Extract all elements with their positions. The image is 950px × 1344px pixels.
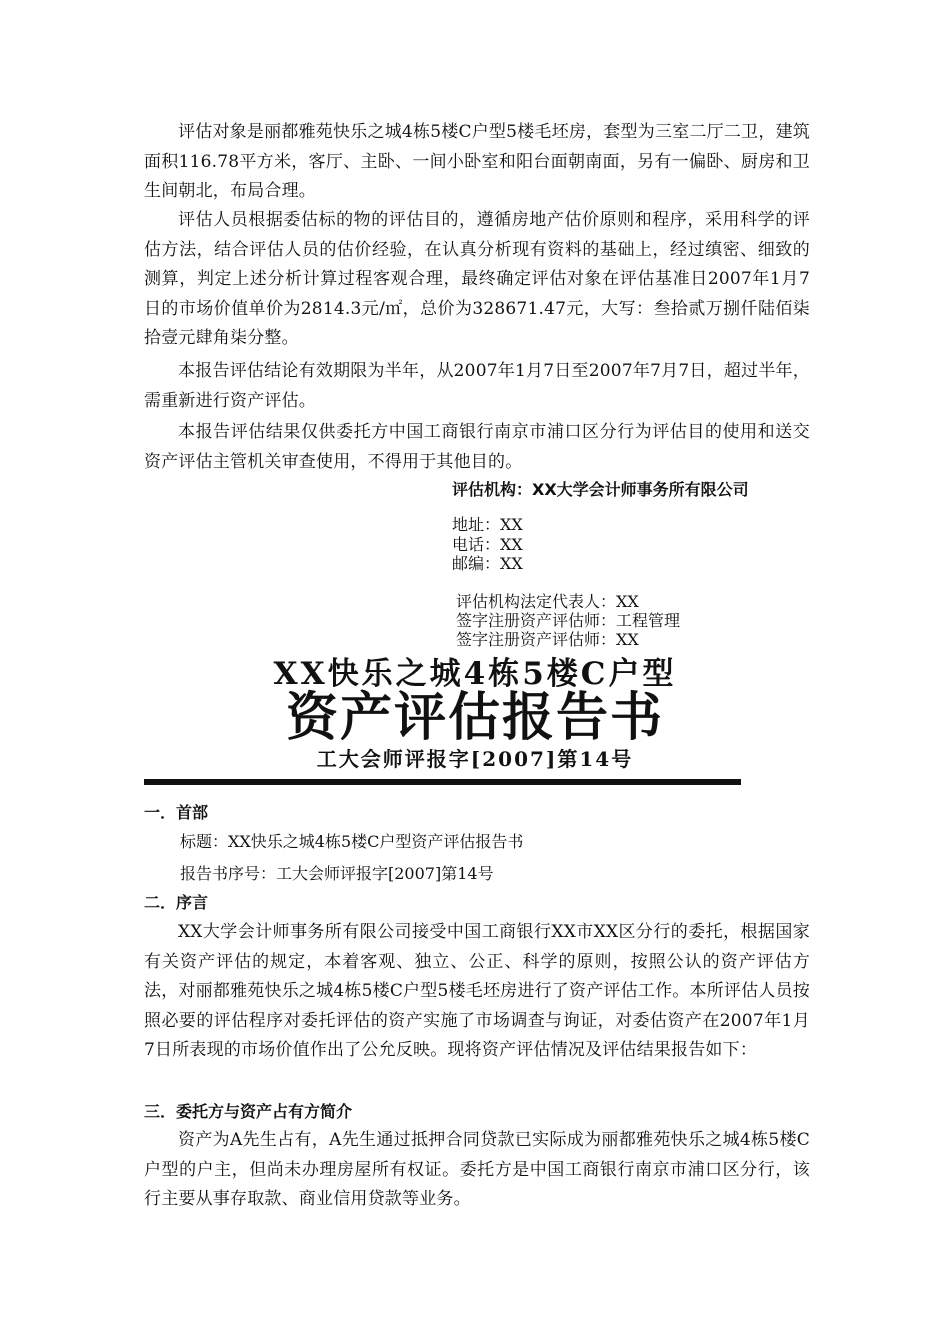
intro-paragraph-2: 评估人员根据委估标的物的评估目的，遵循房地产估价原则和程序，采用科学的评估方法，结合评估人员的估价经验，在认真分析现有资料的基础上，经过缜密、细致的测算，判定上述分析计算过程客观合理，最终确定评估对象在评估基准日2007年1月7日的市场价值单价为2814.3元/㎡，总价为328671.47元，大写：叁拾贰万捌仟陆佰柒拾壹元肆角柒分整。 [144,210,810,348]
appraisal-organization: 评估机构：XX大学会计师事务所有限公司 [452,480,749,499]
title-divider [144,779,741,785]
signing-appraiser-1: 签字注册资产评估师：工程管理 [456,611,681,630]
signers-block [456,592,680,649]
section-1-number-line: 报告书序号：工大会师评报字[2007]第14号 [180,864,494,883]
intro-paragraph-1: 评估对象是丽都雅苑快乐之城4栋5楼C户型5楼毛坯房，套型为三室二厅二卫，建筑面积116.78平方米，客厅、主卧、一间小卧室和阳台面朝南面，另有一偏卧、厨房和卫生间朝北，布局合理。 [144,122,810,201]
org-postcode: 邮编：XX [452,554,523,573]
signing-appraiser-2: 签字注册资产评估师：XX [456,630,639,649]
section-1-heading: 一．首部 [144,803,209,822]
section-3-heading: 三．委托方与资产占有方简介 [144,1102,353,1121]
report-title-line-2: 资产评估报告书 [285,687,664,748]
org-address: 地址：XX [452,515,523,534]
org-phone: 电话：XX [452,534,523,554]
report-number: 工大会师评报字[2007]第14号 [316,747,634,771]
intro-paragraph-4: 本报告评估结果仅供委托方中国工商银行南京市浦口区分行为评估目的使用和送交资产评估主管机关审查使用，不得用于其他目的。 [144,422,810,472]
report-title-line-1: XX快乐之城4栋5楼C户型 [273,656,677,692]
section-3-body: 资产为A先生占有，A先生通过抵押合同贷款已实际成为丽都雅苑快乐之城4栋5楼C户型的户主，但尚未办理房屋所有权证。委托方是中国工商银行南京市浦口区分行，该行主要从事存取款、商业信用贷款等业务。 [144,1130,810,1209]
section-2-body: XX大学会计师事务所有限公司接受中国工商银行XX市XX区分行的委托，根据国家有关资产评估的规定，本着客观、独立、公正、科学的原则，按照公认的资产评估方法，对丽都雅苑快乐之城4栋5楼C户型5楼毛坯房进行了资产评估工作。本所评估人员按照必要的评估程序对委托评估的资产实施了市场调查与询证，对委估资产在2007年1月7日所表现的市场价值作出了公允反映。现将资产评估情况及评估结果报告如下： [144,922,810,1060]
section-2-heading: 二．序言 [144,893,209,912]
intro-paragraph-3: 本报告评估结论有效期限为半年，从2007年1月7日至2007年7月7日，超过半年，需重新进行资产评估。 [144,361,810,411]
section-1-title-line: 标题：XX快乐之城4栋5楼C户型资产评估报告书 [180,832,524,851]
org-contact-block [452,515,523,574]
legal-representative: 评估机构法定代表人：XX [456,592,639,611]
